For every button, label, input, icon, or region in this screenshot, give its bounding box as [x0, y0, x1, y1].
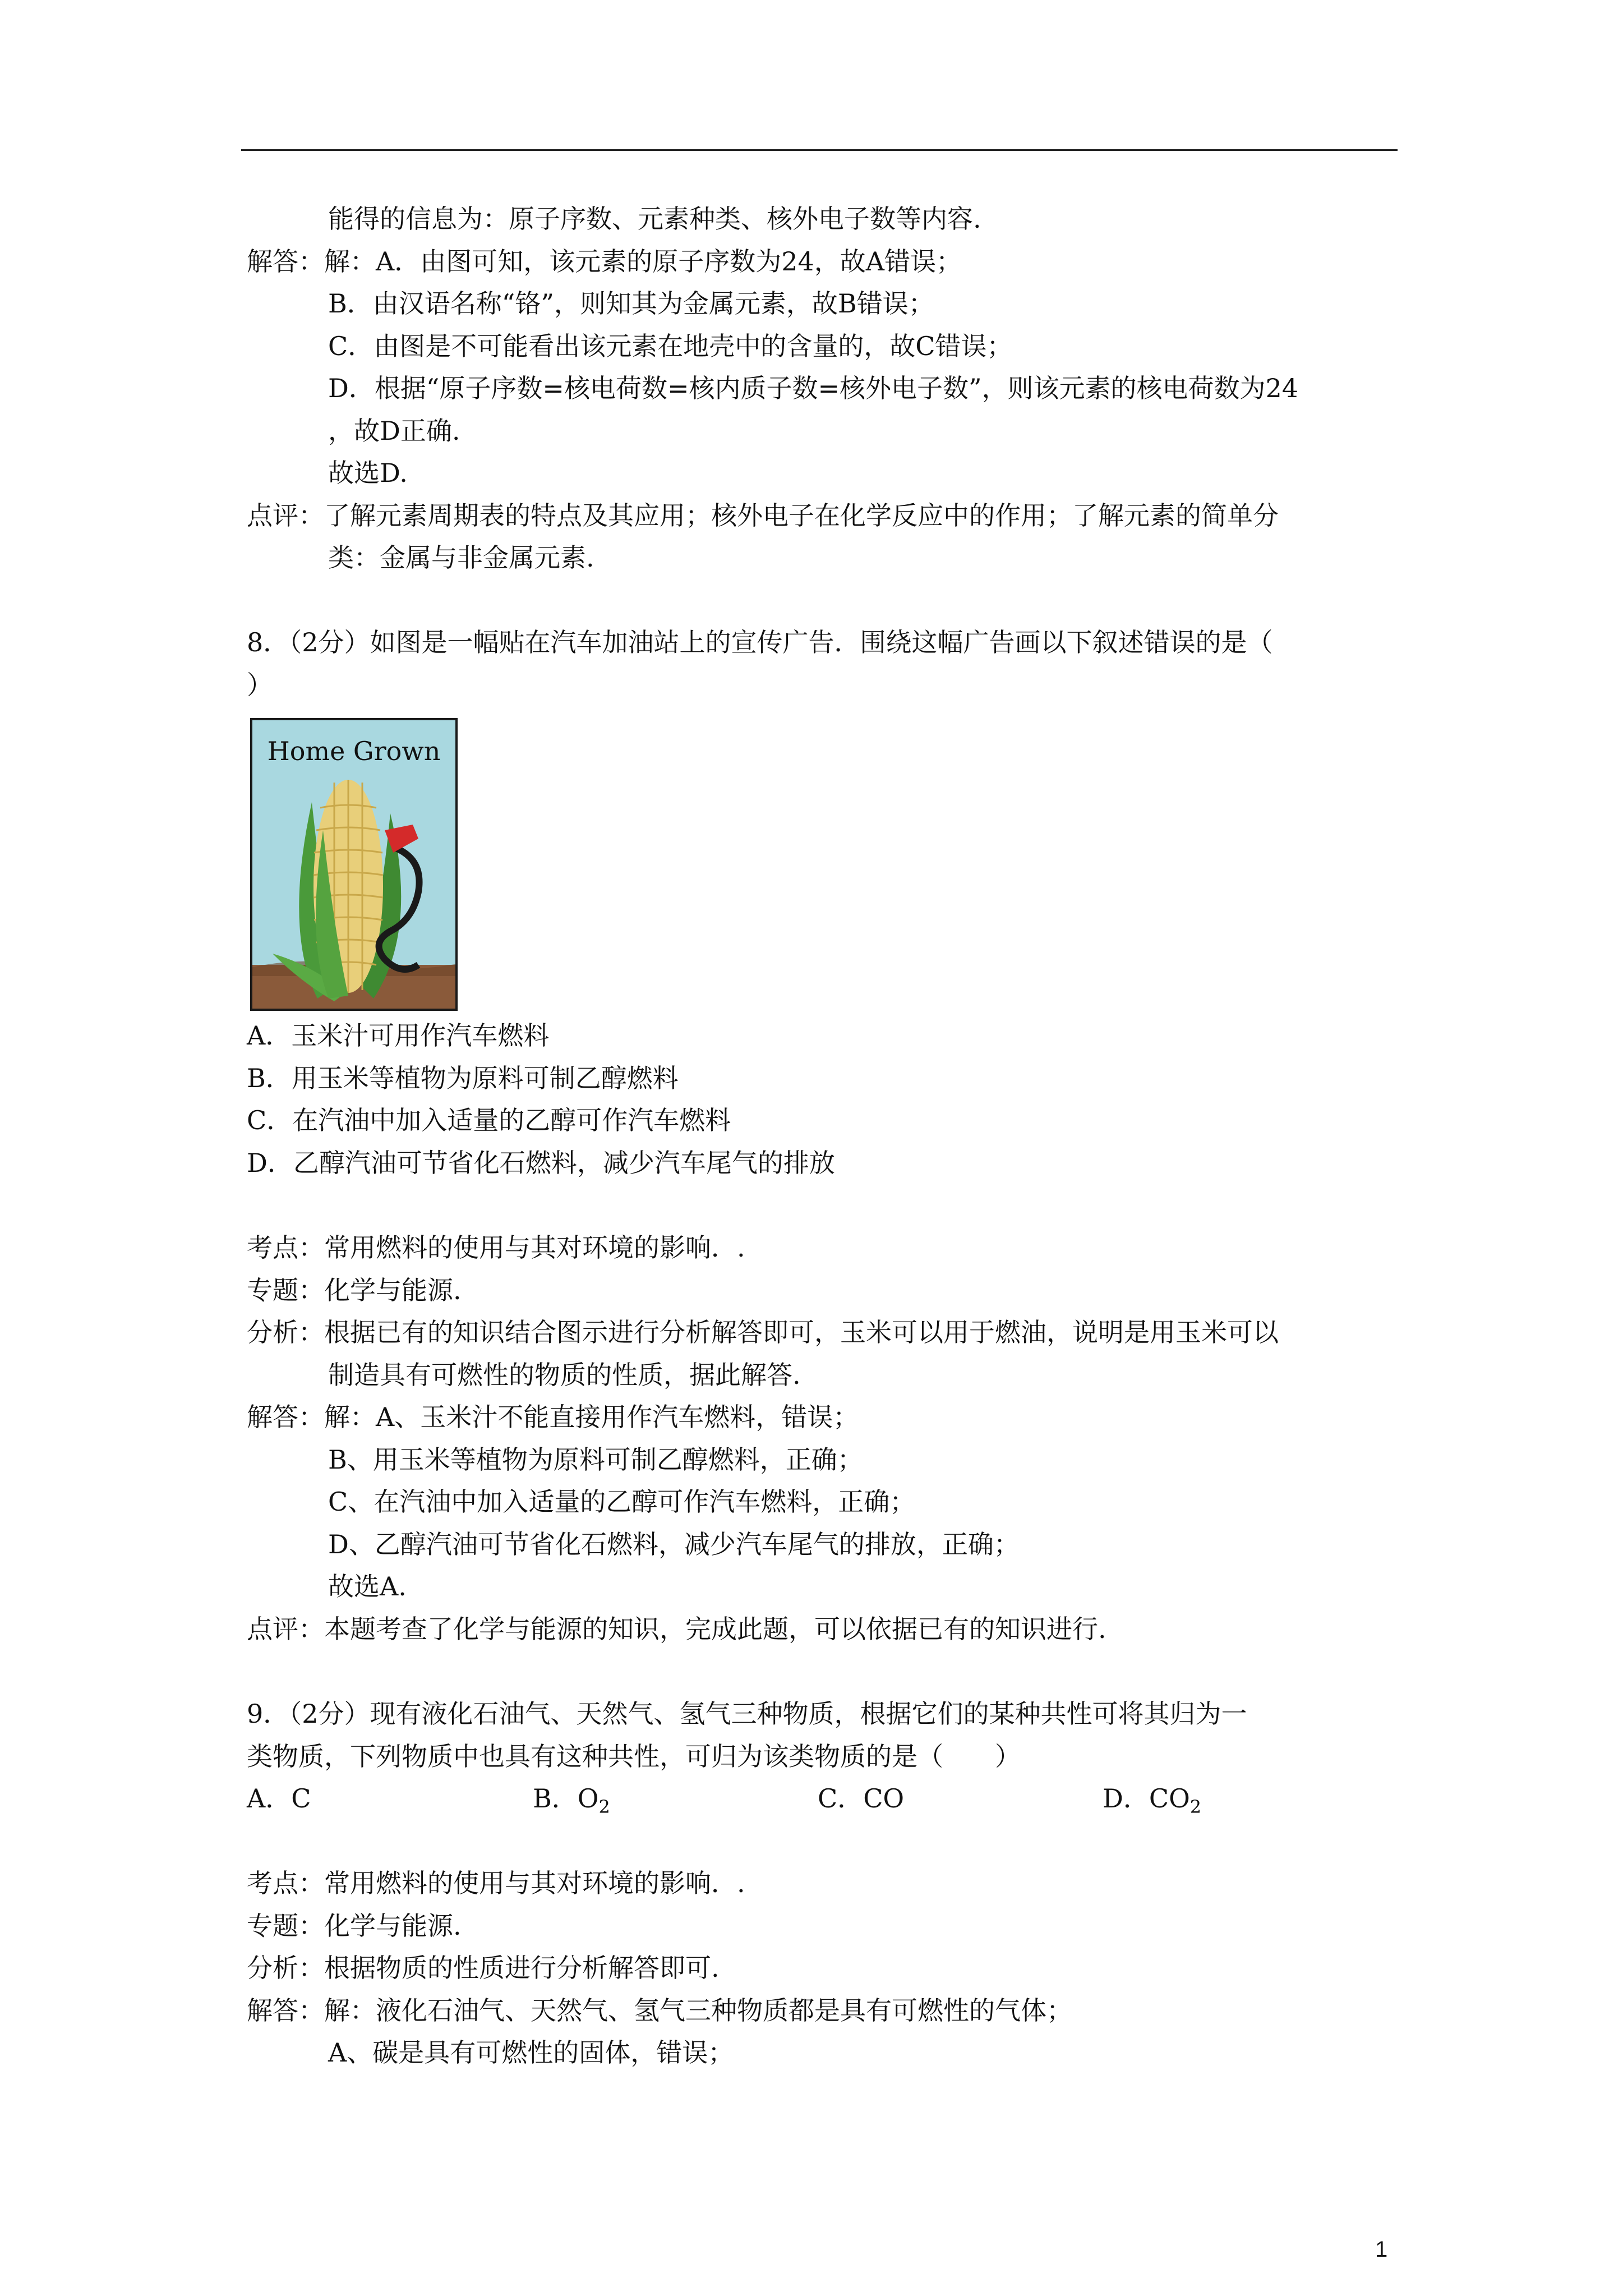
q9-option-a: A．C: [247, 1783, 311, 1814]
option-d: D．乙醇汽油可节省化石燃料，减少汽车尾气的排放: [247, 1148, 835, 1178]
ad-caption: Home Grown: [267, 736, 441, 766]
comment-line: 点评：本题考查了化学与能源的知识，完成此题，可以依据已有的知识进行.: [247, 1614, 1106, 1644]
answer-line: C．由图是不可能看出该元素在地壳中的含量的，故C错误；: [328, 331, 1013, 361]
answer-line: B、用玉米等植物为原料可制乙醇燃料，正确；: [328, 1444, 863, 1475]
answer-line: D、乙醇汽油可节省化石燃料，减少汽车尾气的排放，正确；: [328, 1529, 1020, 1559]
page-number: 1: [1375, 2237, 1388, 2262]
topic-line: 专题：化学与能源.: [247, 1275, 462, 1305]
key-point-line: 考点：常用燃料的使用与其对环境的影响．.: [247, 1868, 745, 1898]
option-c: C．在汽油中加入适量的乙醇可作汽车燃料: [247, 1105, 731, 1135]
answer-line: D．根据“原子序数=核电荷数=核内质子数=核外电子数”，则该元素的核电荷数为24: [328, 373, 1299, 403]
analysis-line: 制造具有可燃性的物质的性质，据此解答.: [328, 1360, 801, 1390]
topic-line: 专题：化学与能源.: [247, 1911, 462, 1941]
answer-line: 解答：解：液化石油气、天然气、氢气三种物质都是具有可燃性的气体；: [247, 1995, 1072, 2026]
comment-line: 类：金属与非金属元素.: [328, 542, 594, 573]
header-rule: [241, 149, 1398, 151]
question-9-text: 9．（2分）现有液化石油气、天然气、氢气三种物质，根据它们的某种共性可将其归为一: [247, 1699, 1247, 1729]
option-b: B．用玉米等植物为原料可制乙醇燃料: [247, 1063, 679, 1093]
answer-line: A、碳是具有可燃性的固体，错误；: [328, 2037, 734, 2068]
analysis-line: 分析：根据已有的知识结合图示进行分析解答即可，玉米可以用于燃油，说明是用玉米可以: [247, 1317, 1279, 1347]
question-8-text: ）: [247, 670, 273, 700]
question-9-text: 类物质，下列物质中也具有这种共性，可归为该类物质的是（ ）: [247, 1741, 1021, 1772]
question-8-text: 8．（2分）如图是一幅贴在汽车加油站上的宣传广告．围绕这幅广告画以下叙述错误的是（: [247, 627, 1273, 657]
option-a: A．玉米汁可用作汽车燃料: [247, 1020, 550, 1051]
answer-line: 故选D.: [328, 458, 408, 488]
text-line: 能得的信息为：原子序数、元素种类、核外电子数等内容.: [328, 204, 981, 234]
answer-line: 解答：解：A．由图可知，该元素的原子序数为24，故A错误；: [247, 246, 962, 277]
q9-option-b: B．$O_2$: [533, 1783, 610, 1818]
answer-line: B．由汉语名称“铬”，则知其为金属元素，故B错误；: [328, 288, 934, 319]
key-point-line: 考点：常用燃料的使用与其对环境的影响．.: [247, 1232, 745, 1263]
comment-line: 点评：了解元素周期表的特点及其应用；核外电子在化学反应中的作用；了解元素的简单分: [247, 500, 1279, 531]
home-grown-ad-image: [250, 718, 458, 1011]
answer-line: ，故D正确.: [328, 416, 460, 446]
q9-option-c: C．CO: [818, 1783, 905, 1814]
answer-line: C、在汽油中加入适量的乙醇可作汽车燃料，正确；: [328, 1487, 916, 1517]
answer-line: 故选A.: [328, 1571, 407, 1602]
answer-line: 解答：解：A、玉米汁不能直接用作汽车燃料，错误；: [247, 1402, 859, 1432]
analysis-line: 分析：根据物质的性质进行分析解答即可.: [247, 1953, 720, 1983]
q9-option-d: D．$CO_2$: [1103, 1783, 1202, 1818]
